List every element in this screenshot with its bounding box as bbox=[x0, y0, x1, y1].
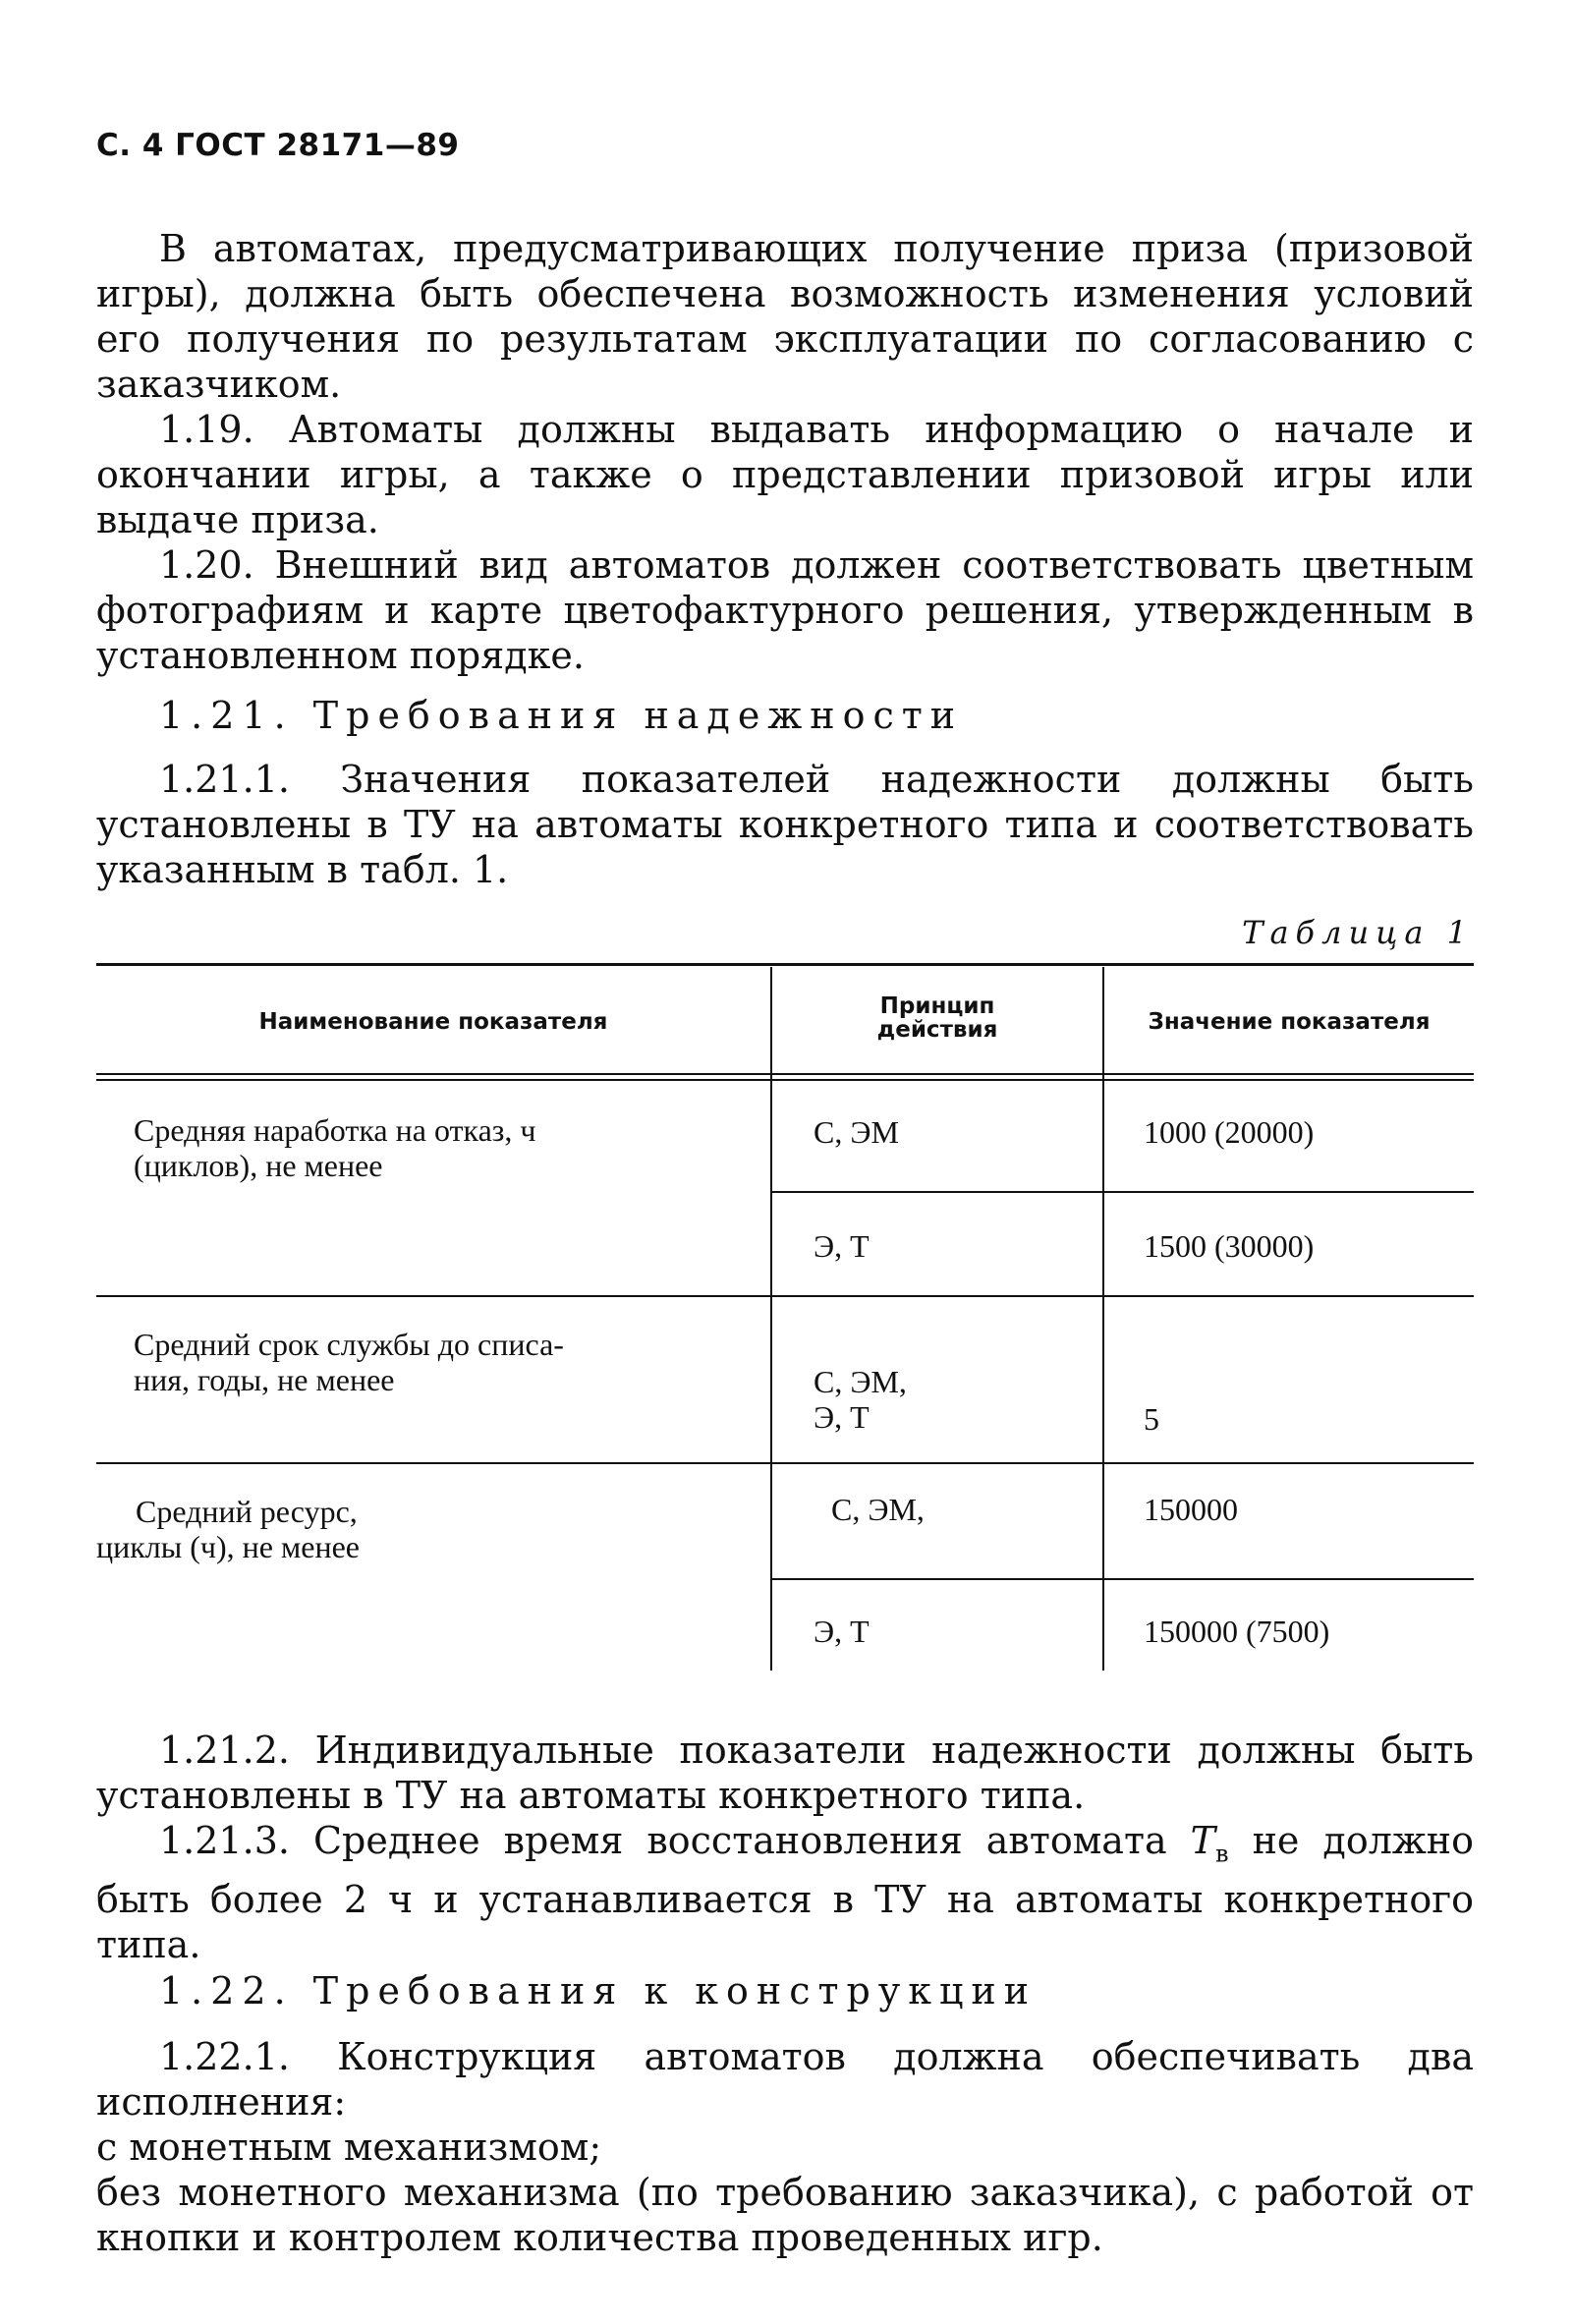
symbol-t: Т bbox=[1190, 1819, 1216, 1862]
table-header-border-2 bbox=[96, 1079, 1474, 1081]
table-caption: Таблица 1 bbox=[1242, 914, 1474, 951]
paragraph-text: без монетного механизма (по требованию заказчика), с работой от кнопки и контролем количества проведенных игр. bbox=[96, 2171, 1474, 2259]
table-row-1a-principle: С, ЭМ bbox=[814, 1114, 899, 1150]
paragraph-text bbox=[96, 1818, 1474, 1967]
table-cell-line: С, ЭМ, bbox=[814, 1364, 907, 1399]
table-top-border bbox=[96, 963, 1474, 966]
paragraph-text: 1.20. Внешний вид автоматов должен соответствовать цветным фотографиям и карте цветофактурного решения, утвержденным в установленном порядке. bbox=[96, 543, 1474, 677]
table-row-1b-principle: Э, Т bbox=[814, 1228, 870, 1264]
table-row-border-2 bbox=[96, 1462, 1474, 1464]
table-cell-line: (циклов), не менее bbox=[134, 1148, 383, 1183]
paragraph-text: 1.19. Автоматы должны выдавать информацию о начале и окончании игры, а также о представлении призовой игры или выдаче приза. bbox=[96, 408, 1474, 541]
table-header-principle-line1: Принцип bbox=[879, 993, 995, 1019]
paragraph-text: 1.21.1. Значения показателей надежности должны быть установлены в ТУ на автоматы конкретного типа и соответствовать указанным в табл. 1. bbox=[96, 758, 1474, 891]
table-col-divider-2 bbox=[1102, 967, 1104, 1671]
table-cell-line: Средний ресурс, bbox=[136, 1494, 358, 1529]
table-header-principle-line2: действия bbox=[876, 1017, 998, 1043]
table-row-border-1 bbox=[96, 1295, 1474, 1297]
section-heading-1-21: 1.21. Требования надежности bbox=[159, 694, 964, 737]
paragraph-1-21-3 bbox=[96, 1818, 1474, 1967]
paragraph-prize bbox=[96, 226, 1474, 407]
paragraph-text-part: не должно быть более 2 ч и устанавливается в ТУ на автоматы конкретного типа. bbox=[96, 1819, 1474, 1966]
table-row-2-principle bbox=[814, 1364, 907, 1435]
table-cell-line: Э, Т bbox=[814, 1399, 870, 1435]
paragraph-1-19 bbox=[96, 407, 1474, 542]
paragraph-text: 1.22.1. Конструкция автоматов должна обеспечивать два исполнения: bbox=[96, 2035, 1474, 2124]
table-col-divider-1 bbox=[770, 967, 772, 1671]
symbol-subscript: в bbox=[1215, 1840, 1229, 1868]
paragraph-1-21-1 bbox=[96, 757, 1474, 892]
table-cell-line: Средний срок службы до списа- bbox=[134, 1327, 564, 1362]
paragraph-text-part: 1.21.3. Среднее время восстановления автомата bbox=[159, 1819, 1191, 1862]
table-row-2-value: 5 bbox=[1144, 1401, 1159, 1437]
table-header-border-1 bbox=[96, 1073, 1474, 1075]
table-row-3b-value: 150000 (7500) bbox=[1144, 1614, 1330, 1649]
table-row-1-name bbox=[134, 1112, 733, 1183]
table-header-value: Значение показателя bbox=[1148, 1009, 1431, 1035]
paragraph-text: с монетным механизмом; bbox=[96, 2126, 602, 2169]
table-row-1b-value: 1500 (30000) bbox=[1144, 1228, 1315, 1264]
table-subrow-border-1 bbox=[772, 1191, 1474, 1193]
table-row-3b-principle: Э, Т bbox=[814, 1614, 870, 1649]
paragraph-1-20 bbox=[96, 542, 1474, 678]
table-header-principle bbox=[772, 994, 1102, 1042]
table-subrow-border-2 bbox=[772, 1578, 1474, 1580]
table-cell-line: Средняя наработка на отказ, ч bbox=[134, 1112, 536, 1148]
paragraph-text: В автоматах, предусматривающих получение приза (призовой игры), должна быть обеспечена возможность изменения условий его получения по результатам эксплуатации по согласованию с заказчиком. bbox=[96, 227, 1474, 406]
page-header: С. 4 ГОСТ 28171—89 bbox=[96, 128, 460, 163]
table-row-3a-principle: С, ЭМ, bbox=[831, 1492, 925, 1527]
section-heading-1-22: 1.22. Требования к конструкции bbox=[159, 1969, 1038, 2012]
paragraph-1-22-1 bbox=[96, 2034, 1474, 2260]
table-header-name: Наименование показателя bbox=[258, 1009, 608, 1035]
table-row-2-name bbox=[134, 1327, 733, 1397]
table-cell-line: ния, годы, не менее bbox=[134, 1362, 395, 1397]
paragraph-1-21-2 bbox=[96, 1728, 1474, 1818]
table-row-3a-value: 150000 bbox=[1144, 1492, 1238, 1527]
paragraph-text: 1.21.2. Индивидуальные показатели надежности должны быть установлены в ТУ на автоматы конкретного типа. bbox=[96, 1729, 1474, 1817]
table-row-1a-value: 1000 (20000) bbox=[1144, 1114, 1315, 1150]
table-row-3-name bbox=[96, 1494, 696, 1564]
table-cell-line: циклы (ч), не менее bbox=[96, 1529, 360, 1564]
